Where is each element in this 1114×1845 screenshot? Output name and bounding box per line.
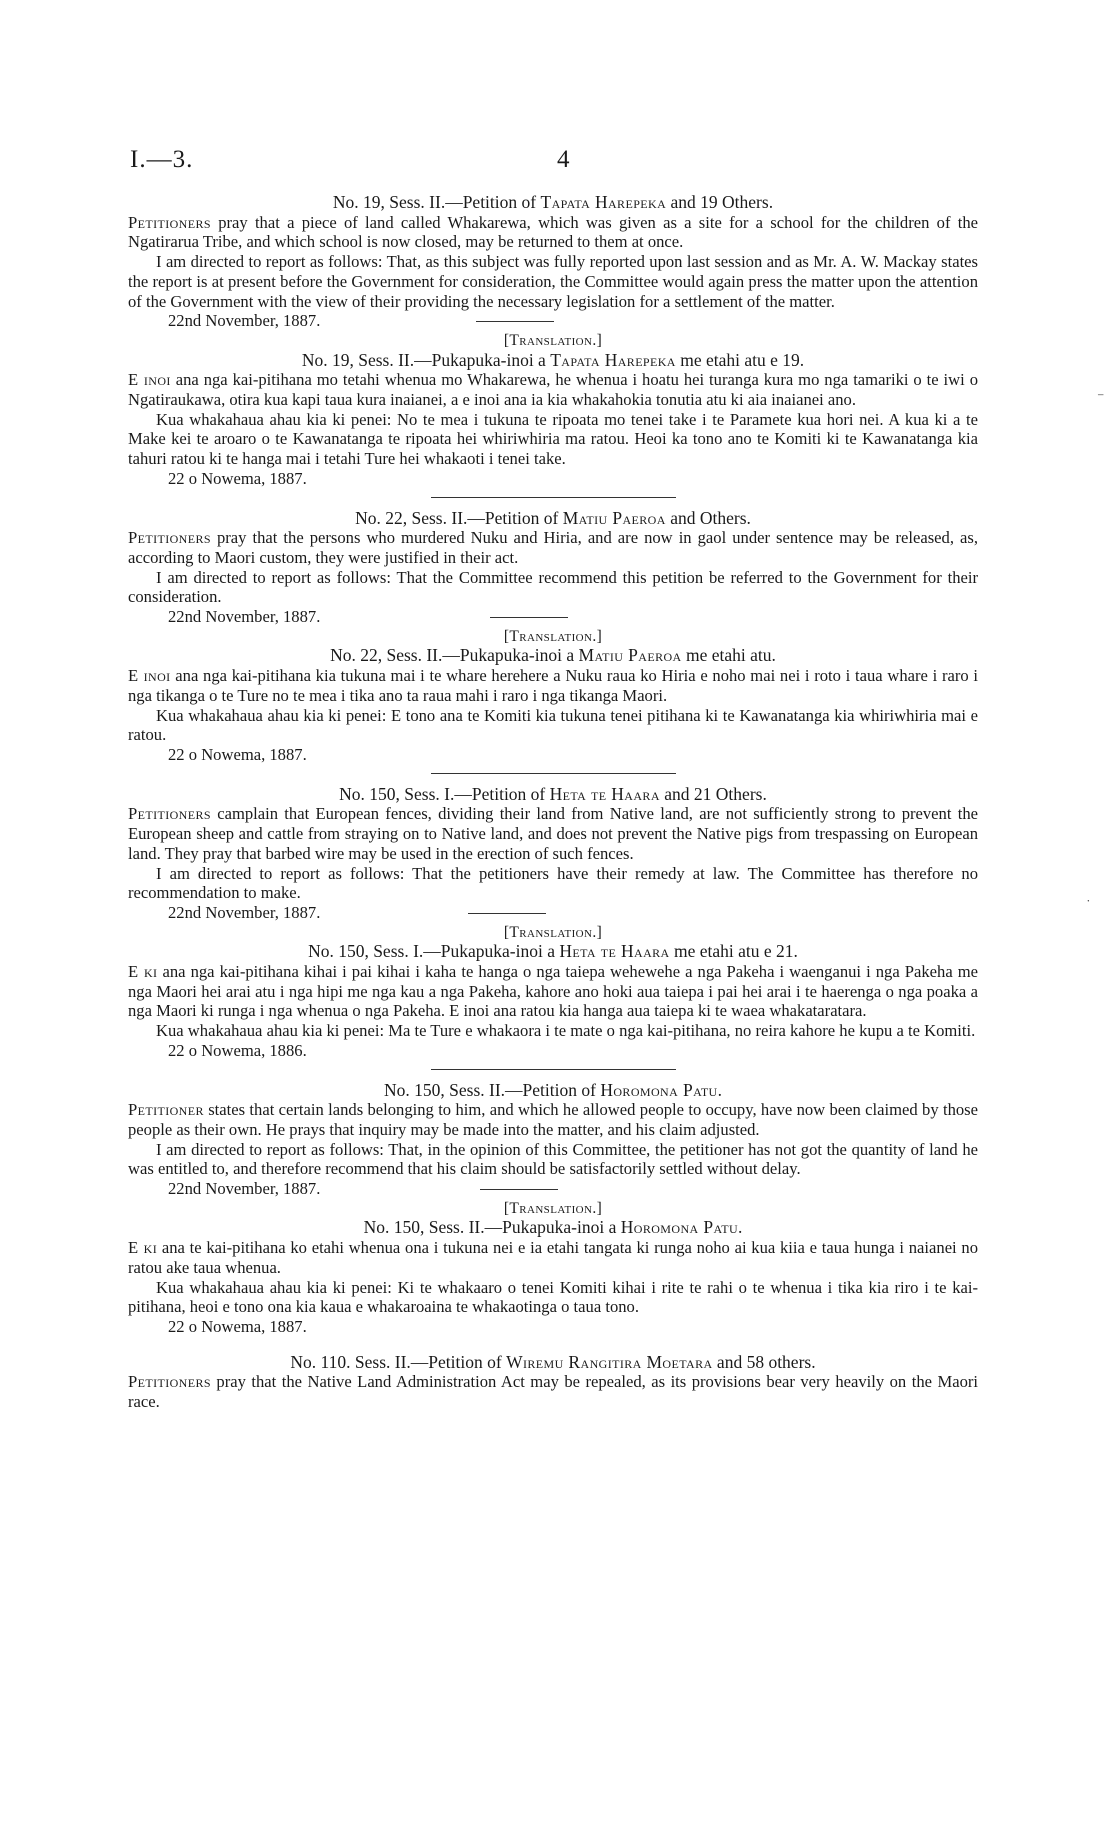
translation-date: 22 o Nowema, 1887.: [168, 744, 307, 764]
translation-report: Kua whakahaua ahau kia ki penei: Ma te Ture e whakaora i te mate o nga kai-pitihana, no reira kahore he kupu a te Komiti.: [156, 1021, 976, 1041]
translation-heading: No. 22, Sess. II.—Pukapuka-inoi a Matiu Paeroa me etahi atu.: [330, 645, 776, 666]
translation-label: [Translation.]: [503, 1199, 603, 1217]
translation-heading: No. 150, Sess. II.—Pukapuka-inoi a Horomona Patu.: [363, 1217, 743, 1238]
report-date: 22nd November, 1887.: [128, 903, 978, 923]
committee-report: I am directed to report as follows: That, in the opinion of this Committee, the petitioner has not got the quantity of land he was entitled to, and therefore recommend that his claim should be satisfactorily settled without delay.: [128, 1139, 978, 1179]
report-date: 22nd November, 1887.: [128, 311, 978, 331]
committee-report: I am directed to report as follows: That, as this subject was fully reported upon last session and as Mr. A. W. Mackay states the report is at present before the Government for consideration, the Committee would again press the matter upon the attention of the Government with the view of their providing the necessary legislation for a settlement of the matter.: [128, 252, 978, 311]
translation-prayer: E ki ana te kai-pitihana ko etahi whenua ona i tukuna nei e ia etahi tangata ki runga noho ai kua kiia e taua hunga i naianei no ratou ake taua whenua.: [128, 1238, 978, 1277]
translation-date: 22 o Nowema, 1886.: [168, 1040, 307, 1060]
petition-heading: No. 110. Sess. II.—Petition of Wiremu Rangitira Moetara and 58 others.: [290, 1351, 816, 1372]
petition-prayer: Petitioners pray that the Native Land Administration Act may be repealed, as its provisions bear very heavily on the Maori race.: [128, 1372, 978, 1412]
translation-date: 22 o Nowema, 1887.: [168, 1316, 307, 1336]
section-divider: [431, 1069, 676, 1070]
translation-label: [Translation.]: [503, 627, 603, 645]
translation-label: [Translation.]: [503, 923, 603, 941]
translation-heading: No. 150, Sess. I.—Pukapuka-inoi a Heta te Haara me etahi atu e 21.: [308, 941, 798, 962]
translation-prayer: E inoi ana nga kai-pitihana mo tetahi whenua mo Whakarewa, he whenua i hoatu hei turanga kura mo nga tamariki o te iwi o Ngatiraukawa, otira kua kapi taua kura inaianei, a e inoi ana ia kia whakahokia tonutia atu ki aia inaianei ano.: [128, 370, 978, 410]
committee-report: I am directed to report as follows: That the Committee recommend this petition be referred to the Government for their consideration.: [128, 567, 978, 607]
committee-report: I am directed to report as follows: That the petitioners have their remedy at law. The Committee has therefore no recommendation to make.: [128, 863, 978, 903]
translation-report: Kua whakahaua ahau kia ki penei: E tono ana te Komiti kia tukuna tenei pitihana ki te Kawanatanga kia whiriwhiria mai e ratou.: [128, 705, 978, 745]
petition-heading: No. 150, Sess. II.—Petition of Horomona Patu.: [384, 1079, 722, 1100]
section-divider: [431, 497, 676, 498]
petitions-body: [128, 193, 978, 1412]
translation-date: 22 o Nowema, 1887.: [168, 468, 307, 488]
margin-mark: ⁻: [1097, 391, 1105, 406]
petition-prayer: Petitioner states that certain lands belonging to him, and which he allowed people to occupy, have now been claimed by those people as their own. He prays that inquiry may be made into the matter, and his claim adjusted.: [128, 1100, 978, 1139]
petition-heading: No. 150, Sess. I.—Petition of Heta te Haara and 21 Others.: [339, 783, 767, 804]
translation-prayer: E inoi ana nga kai-pitihana kia tukuna mai i te whare herehere a Nuku raua ko Hiria e noho mai nei i roto i taua whare i raro i nga tikanga o te Ture no te mea i tika ano ta raua mahi i raro i nga tikanga Maori.: [128, 666, 978, 705]
page-number: 4: [557, 146, 570, 173]
section-divider: [431, 773, 676, 774]
translation-prayer: E ki ana nga kai-pitihana kihai i pai kihai i kaha te hanga o nga taiepa wehewehe a nga Pakeha i waenganui i nga Pakeha me nga Maori hei arai atu i nga hipi me nga kau a nga Pakeha, kahore ano hoki aua taiepa i pai hei arai i te haerenga o nga poaka a nga Maori ki runga i nga whenua o nga Pakeha. E inoi ana ratou kia hanga aua taiepa ki te waea whakataratara.: [128, 962, 979, 1021]
translation-label: [Translation.]: [503, 331, 603, 349]
petition-prayer: Petitioners pray that a piece of land called Whakarewa, which was given as a site for a school for the children of the Ngatirarua Tribe, and which school is now closed, may be returned to them at once.: [128, 212, 978, 252]
report-date: 22nd November, 1887.: [128, 607, 978, 627]
translation-heading: No. 19, Sess. II.—Pukapuka-inoi a Tapata Harepeka me etahi atu e 19.: [301, 349, 805, 370]
translation-report: Kua whakahaua ahau kia ki penei: No te mea i tukuna te ripoata mo tenei take i te Paramete kua hori nei. A kua ki a te Make kei te aroaro o te Kawanatanga te ripoata hei whiriwhiria ma ratou. Heoi ka tono ano te Komiti ki te Kawanatanga kia tahuri ratou ki te hanga mai i tetahi Ture hei whakaoti i tenei take.: [128, 409, 978, 469]
report-date: 22nd November, 1887.: [128, 1179, 978, 1199]
margin-mark: ˙: [1086, 898, 1091, 913]
petition-heading: No. 19, Sess. II.—Petition of Tapata Harepeka and 19 Others.: [332, 192, 774, 212]
petition-heading: No. 22, Sess. II.—Petition of Matiu Paeroa and Others.: [355, 507, 751, 528]
petition-prayer: Petitioners pray that the persons who murdered Nuku and Hiria, and are now in gaol under sentence may be released, as, according to Maori custom, they were justified in their act.: [128, 528, 978, 567]
document-reference: I.—3.: [130, 146, 194, 173]
petition-prayer: Petitioners camplain that European fences, dividing their land from Native land, are not sufficiently strong to prevent the European sheep and cattle from straying on to Native land, and does not prevent the Native pigs from trespassing on European land. They pray that barbed wire may be used in the erection of such fences.: [128, 804, 978, 863]
translation-report: Kua whakahaua ahau kia ki penei: Ki te whakaaro o tenei Komiti kihai i rite te rahi o te whenua i tika kia riro i te kai-pitihana, heoi e tono ona kia kaua e whakaroaina te whakaotinga o taua tono.: [128, 1277, 978, 1317]
